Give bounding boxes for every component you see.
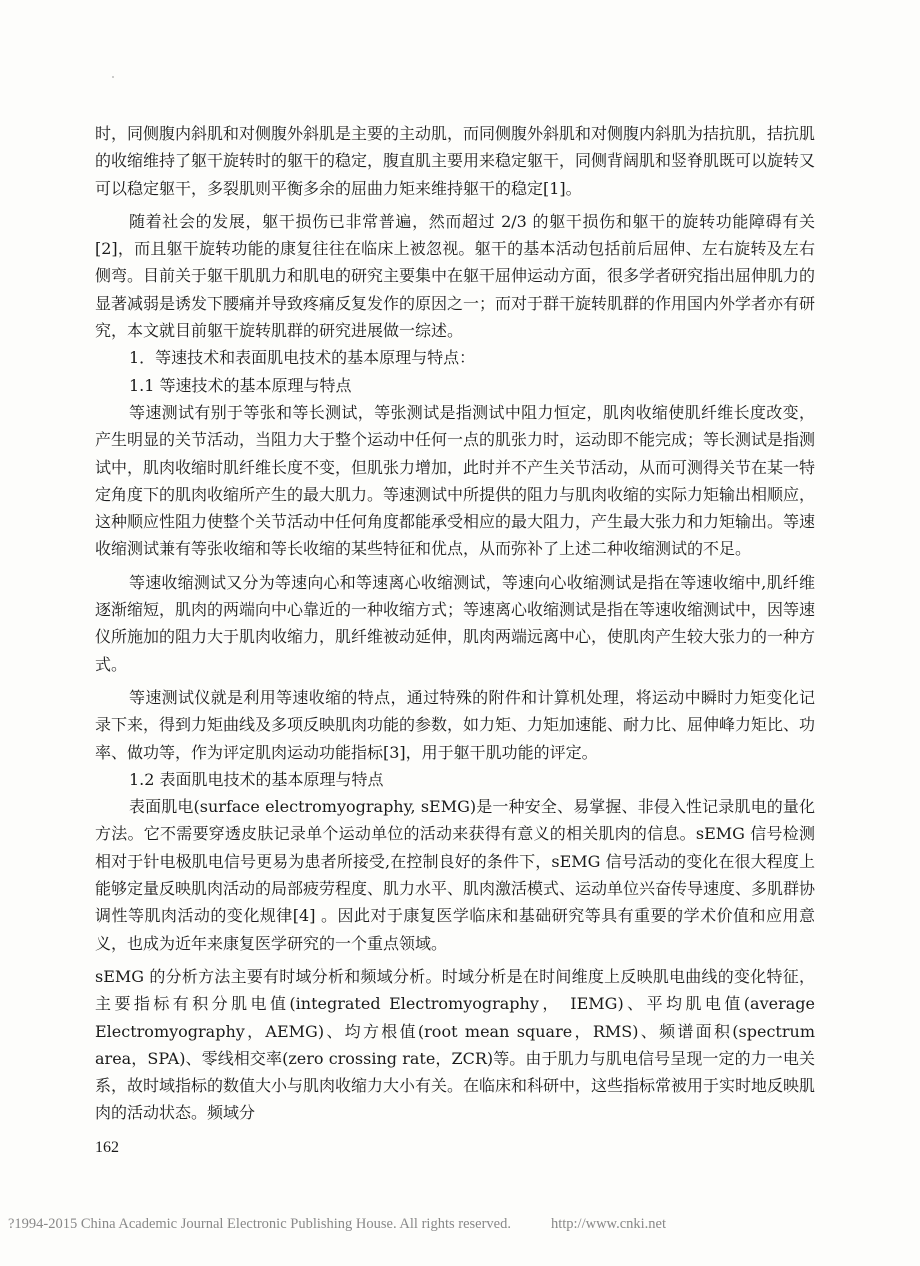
footer: [8, 1216, 912, 1233]
body-paragraph: 表面肌电(surface electromyography, sEMG)是一种安全、易掌握、非侵入性记录肌电的量化方法。它不需要穿透皮肤记录单个运动单位的活动来获得有意义的相关肌肉的信息。sEMG 信号检测相对于针电极肌电信号更易为患者所接受,在控制良好的条件下，sEMG 信号活动的变化在很大程度上能够定量反映肌肉活动的局部疲劳程度、肌力水平、肌肉激活模式、运动单位兴奋传导速度、多肌群协调性等肌肉活动的变化规律[4] 。因此对于康复医学临床和基础研究等具有重要的学术价值和应用意义，也成为近年来康复医学研究的一个重点领域。: [95, 797, 816, 953]
body-paragraph: sEMG 的分析方法主要有时域分析和频域分析。时域分析是在时间维度上反映肌电曲线的变化特征，主要指标有积分肌电值(integrated Electromyography， IEMG)、平均肌电值(average Electromyography，AEMG)、均方根值(root mean square，RMS)、频谱面积(spectrum area，SPA)、零线相交率(zero crossing rate，ZCR)等。由于肌力与肌电信号呈现一定的力一电关系，故时域指标的数值大小与肌肉收缩力大小有关。在临床和科研中，这些指标常被用于实时地反映肌肉的活动状态。频域分: [95, 966, 816, 1123]
body-paragraph: 等速收缩测试又分为等速向心和等速离心收缩测试，等速向心收缩测试是指在等速收缩中,肌纤维逐渐缩短，肌肉的两端向中心靠近的一种收缩方式；等速离心收缩测试是指在等速收缩测试中，因等速仪所施加的阻力大于肌肉收缩力，肌纤维被动延伸，肌肉两端远离中心，使肌肉产生较大张力的一种方式。: [95, 572, 816, 674]
body-paragraph: 时，同侧腹内斜肌和对侧腹外斜肌是主要的主动肌，而同侧腹外斜肌和对侧腹内斜肌为拮抗肌，拮抗肌的收缩维持了躯干旋转时的躯干的稳定，腹直肌主要用来稳定躯干，同侧背阔肌和竖脊肌既可以旋转又可以稳定躯干，多裂肌则平衡多余的屈曲力矩来维持躯干的稳定[1]。: [95, 124, 816, 198]
body-paragraph: 等速测试有别于等张和等长测试，等张测试是指测试中阻力恒定，肌肉收缩使肌纤维长度改变，产生明显的关节活动，当阻力大于整个运动中任何一点的肌张力时，运动即不能完成；等长测试是指测试中，肌肉收缩时肌纤维长度不变，但肌张力增加，此时并不产生关节活动，从而可测得关节在某一特定角度下的肌肉收缩所产生的最大肌力。等速测试中所提供的阻力与肌肉收缩的实际力矩输出相顺应，这种顺应性阻力使整个关节活动中任何角度都能承受相应的最大阻力，产生最大张力和力矩输出。等速收缩测试兼有等张收缩和等长收缩的某些特征和优点，从而弥补了上述二种收缩测试的不足。: [95, 402, 816, 559]
section-heading: 1．等速技术和表面肌电技术的基本原理与特点：: [129, 348, 476, 368]
body-paragraph: 等速测试仪就是利用等速收缩的特点，通过特殊的附件和计算机处理，将运动中瞬时力矩变化记录下来，得到力矩曲线及多项反映肌肉功能的参数，如力矩、力矩加速能、耐力比、屈伸峰力矩比、功率、做功等，作为评定肌肉运动功能指标[3]，用于躯干肌功能的评定。: [95, 687, 816, 762]
subsection-heading: 1.2 表面肌电技术的基本原理与特点: [129, 769, 384, 789]
footer-link[interactable]: http://www.cnki.net: [550, 1216, 667, 1232]
subsection-heading: 1.1 等速技术的基本原理与特点: [129, 375, 352, 395]
copyright-notice: ?1994-2015 China Academic Journal Electronic Publishing House. All rights reserved.: [8, 1216, 511, 1232]
scan-speck: [112, 76, 114, 78]
page-number: 162: [95, 1139, 119, 1156]
body-paragraph: 随着社会的发展，躯干损伤已非常普遍，然而超过 2/3 的躯干损伤和躯干的旋转功能障碍有关[2]，而且躯干旋转功能的康复往往在临床上被忽视。躯干的基本活动包括前后屈伸、左右旋转及左右侧弯。目前关于躯干肌肌力和肌电的研究主要集中在躯干屈伸运动方面，很多学者研究指出屈伸肌力的显著减弱是诱发下腰痛并导致疼痛反复发作的原因之一；而对于群干旋转肌群的作用国内外学者亦有研究，本文就目前躯干旋转肌群的研究进展做一综述。: [95, 211, 816, 341]
page-body: [95, 120, 815, 1127]
